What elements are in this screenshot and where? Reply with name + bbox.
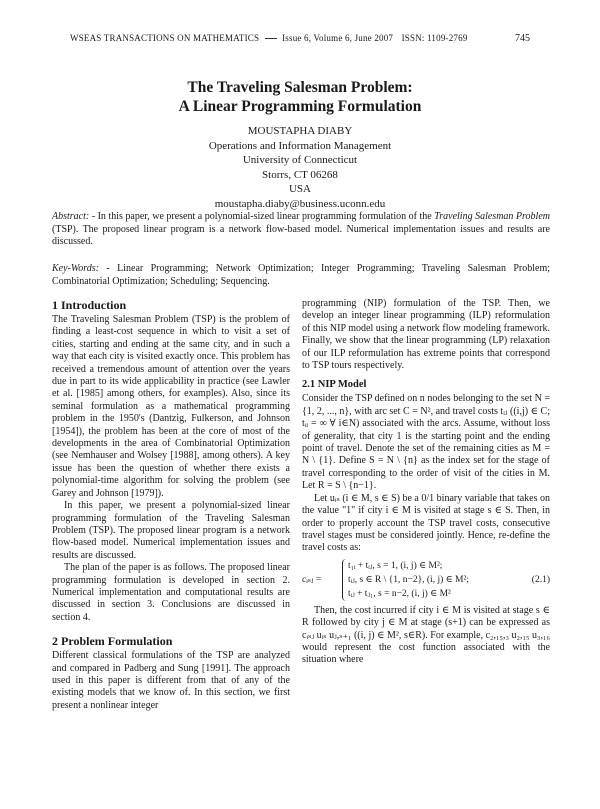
paper-title xyxy=(0,78,600,116)
subsection-paragraph-1: Consider the TSP defined on n nodes belonging to the set N = {1, 2, ..., n}, with arc set C = N², and travel costs tᵢⱼ ((i,j) ∈ C; tᵢᵢ = ∞ ∀ i∈N) associated with the arcs. Assume, without loss of generality, that city 1 is the starting point and the ending point of travel. Denote the set of the remaining cities as M = N \ {1}. Define S = N \ {n} as the index set for the stage of travel corresponding to the order of visit of the cities in M. Let R = S \ {n−1}. xyxy=(302,393,550,492)
abstract xyxy=(52,211,550,249)
author-name: MOUSTAPHA DIABY xyxy=(247,125,353,137)
equation-case-2: tᵢⱼ, s ∈ R \ {1, n−2}, (i, j) ∈ M²; xyxy=(348,574,469,585)
equation-case-3: tᵢⱼ + tⱼ₁, s = n−2, (i, j) ∈ M² xyxy=(348,588,451,599)
subsection-paragraph-3: Then, the cost incurred if city i ∈ M is visited at stage s ∈ R followed by city j ∈ M at stage (s+1) can be expressed as cᵢₛⱼ uᵢₛ uⱼ,ₛ₊₁ ((i, j) ∈ M², s∈R). For example, c₂,₁₅,₃ u₂,₁₅ u₃,₁₆ would represent the cost function associated with the situation where xyxy=(302,604,550,666)
section-2-heading: 2 Problem Formulation xyxy=(52,634,173,649)
abstract-italic: Traveling Salesman Problem xyxy=(434,211,550,222)
author-country: USA xyxy=(288,183,311,195)
abstract-text-1: - In this paper, we present a polynomial-sized linear programming formulation of the xyxy=(89,211,435,222)
section-1-paragraph-1: The Traveling Salesman Problem (TSP) is the problem of finding a least-cost sequence in which to visit a set of cities, starting and ending at the same city, and in such a way that each city is visited exactly once. This problem has received a tremendous amount of attention over the years due in part to its wide applicability in practice (see Lawler et al. [1985] among others, for examples). Also, since its seminal formulation as a mathematical programming problem in the 1950's (Dantzig, Fulkerson, and Johnson [1954]), the problem has been at the core of most of the developments in the area of Combinatorial Optimization (see Nemhauser and Wolsey [1988], among others). A key issue has been the question of whether there exists a polynomial-time algorithm for solving the problem (see Garey and Johnson [1979]). xyxy=(52,314,290,499)
journal-name: WSEAS TRANSACTIONS ON MATHEMATICS xyxy=(70,33,260,43)
keywords xyxy=(52,263,550,288)
title-line-2: A Linear Programming Formulation xyxy=(178,98,422,115)
page-number: 745 xyxy=(515,33,530,44)
abstract-text-2: (TSP). The proposed linear program is a network flow-based model. Numerical implementation issues and results are discussed. xyxy=(52,223,550,247)
section-1-paragraph-3: The plan of the paper is as follows. The proposed linear programming formulation is developed in section 2. Numerical implementation and computational results are discussed in section 3. Conclusions are discussed in section 4. xyxy=(52,562,290,623)
author-block xyxy=(0,124,600,211)
section-2-paragraph-1: Different classical formulations of the TSP are analyzed and compared in Padberg and Sung [1991]. The approach used in this paper is different from that of any of the existing models that we know of. In this section, we first present a nonlinear integer xyxy=(52,650,290,711)
issn: ISSN: 1109-2769 xyxy=(401,33,468,43)
equation-lhs: cᵢₛⱼ = xyxy=(302,574,322,585)
issue-info: Issue 6, Volume 6, June 2007 xyxy=(282,33,394,43)
right-column xyxy=(302,298,550,667)
right-paragraph-continued: programming (NIP) formulation of the TSP. Then, we develop an integer linear programming (ILP) reformulation of this NIP model using a network flow modeling framework. Finally, we show that the linear programming (LP) relaxation of our ILP reformulation has extreme points that correspond to TSP tours respectively. xyxy=(302,298,550,372)
abstract-label: Abstract: xyxy=(52,211,90,222)
keywords-text: - Linear Programming; Network Optimization; Integer Programming; Traveling Salesman Problem; Combinatorial Optimization; Scheduling; Sequencing. xyxy=(52,263,550,287)
running-header xyxy=(70,33,520,43)
equation-number: (2.1) xyxy=(531,574,550,585)
equation-cases xyxy=(342,559,508,601)
author-department: Operations and Information Management xyxy=(208,139,392,152)
title-line-1: The Traveling Salesman Problem: xyxy=(187,79,413,96)
left-column xyxy=(52,298,290,712)
equation-2-1 xyxy=(302,559,550,601)
subsection-paragraph-2: Let uᵢₛ (i ∈ M, s ∈ S) be a 0/1 binary variable that takes on the value "1" if city i ∈ M is visited at stage s ∈ S. Then, in order to properly account the TSP travel costs, consecutive travel stages must be considered jointly. Hence, re-define the travel costs as: xyxy=(302,492,550,554)
author-city: Storrs, CT 06268 xyxy=(262,168,338,181)
equation-case-1: t₁ᵢ + tᵢⱼ, s = 1, (i, j) ∈ M²; xyxy=(348,560,443,571)
keywords-label: Key-Words: xyxy=(52,263,100,274)
subsection-2-1-heading: 2.1 NIP Model xyxy=(302,379,367,391)
author-email: moustapha.diaby@business.uconn.edu xyxy=(214,197,386,210)
section-1-paragraph-2: In this paper, we present a polynomial-sized linear programming formulation of the Traveling Salesman Problem (TSP). The proposed linear program is a network flow-based model. Numerical implementation issues and results are discussed. xyxy=(52,500,290,561)
header-divider xyxy=(265,38,277,39)
section-1-heading: 1 Introduction xyxy=(52,298,127,312)
author-university: University of Connecticut xyxy=(242,154,358,166)
